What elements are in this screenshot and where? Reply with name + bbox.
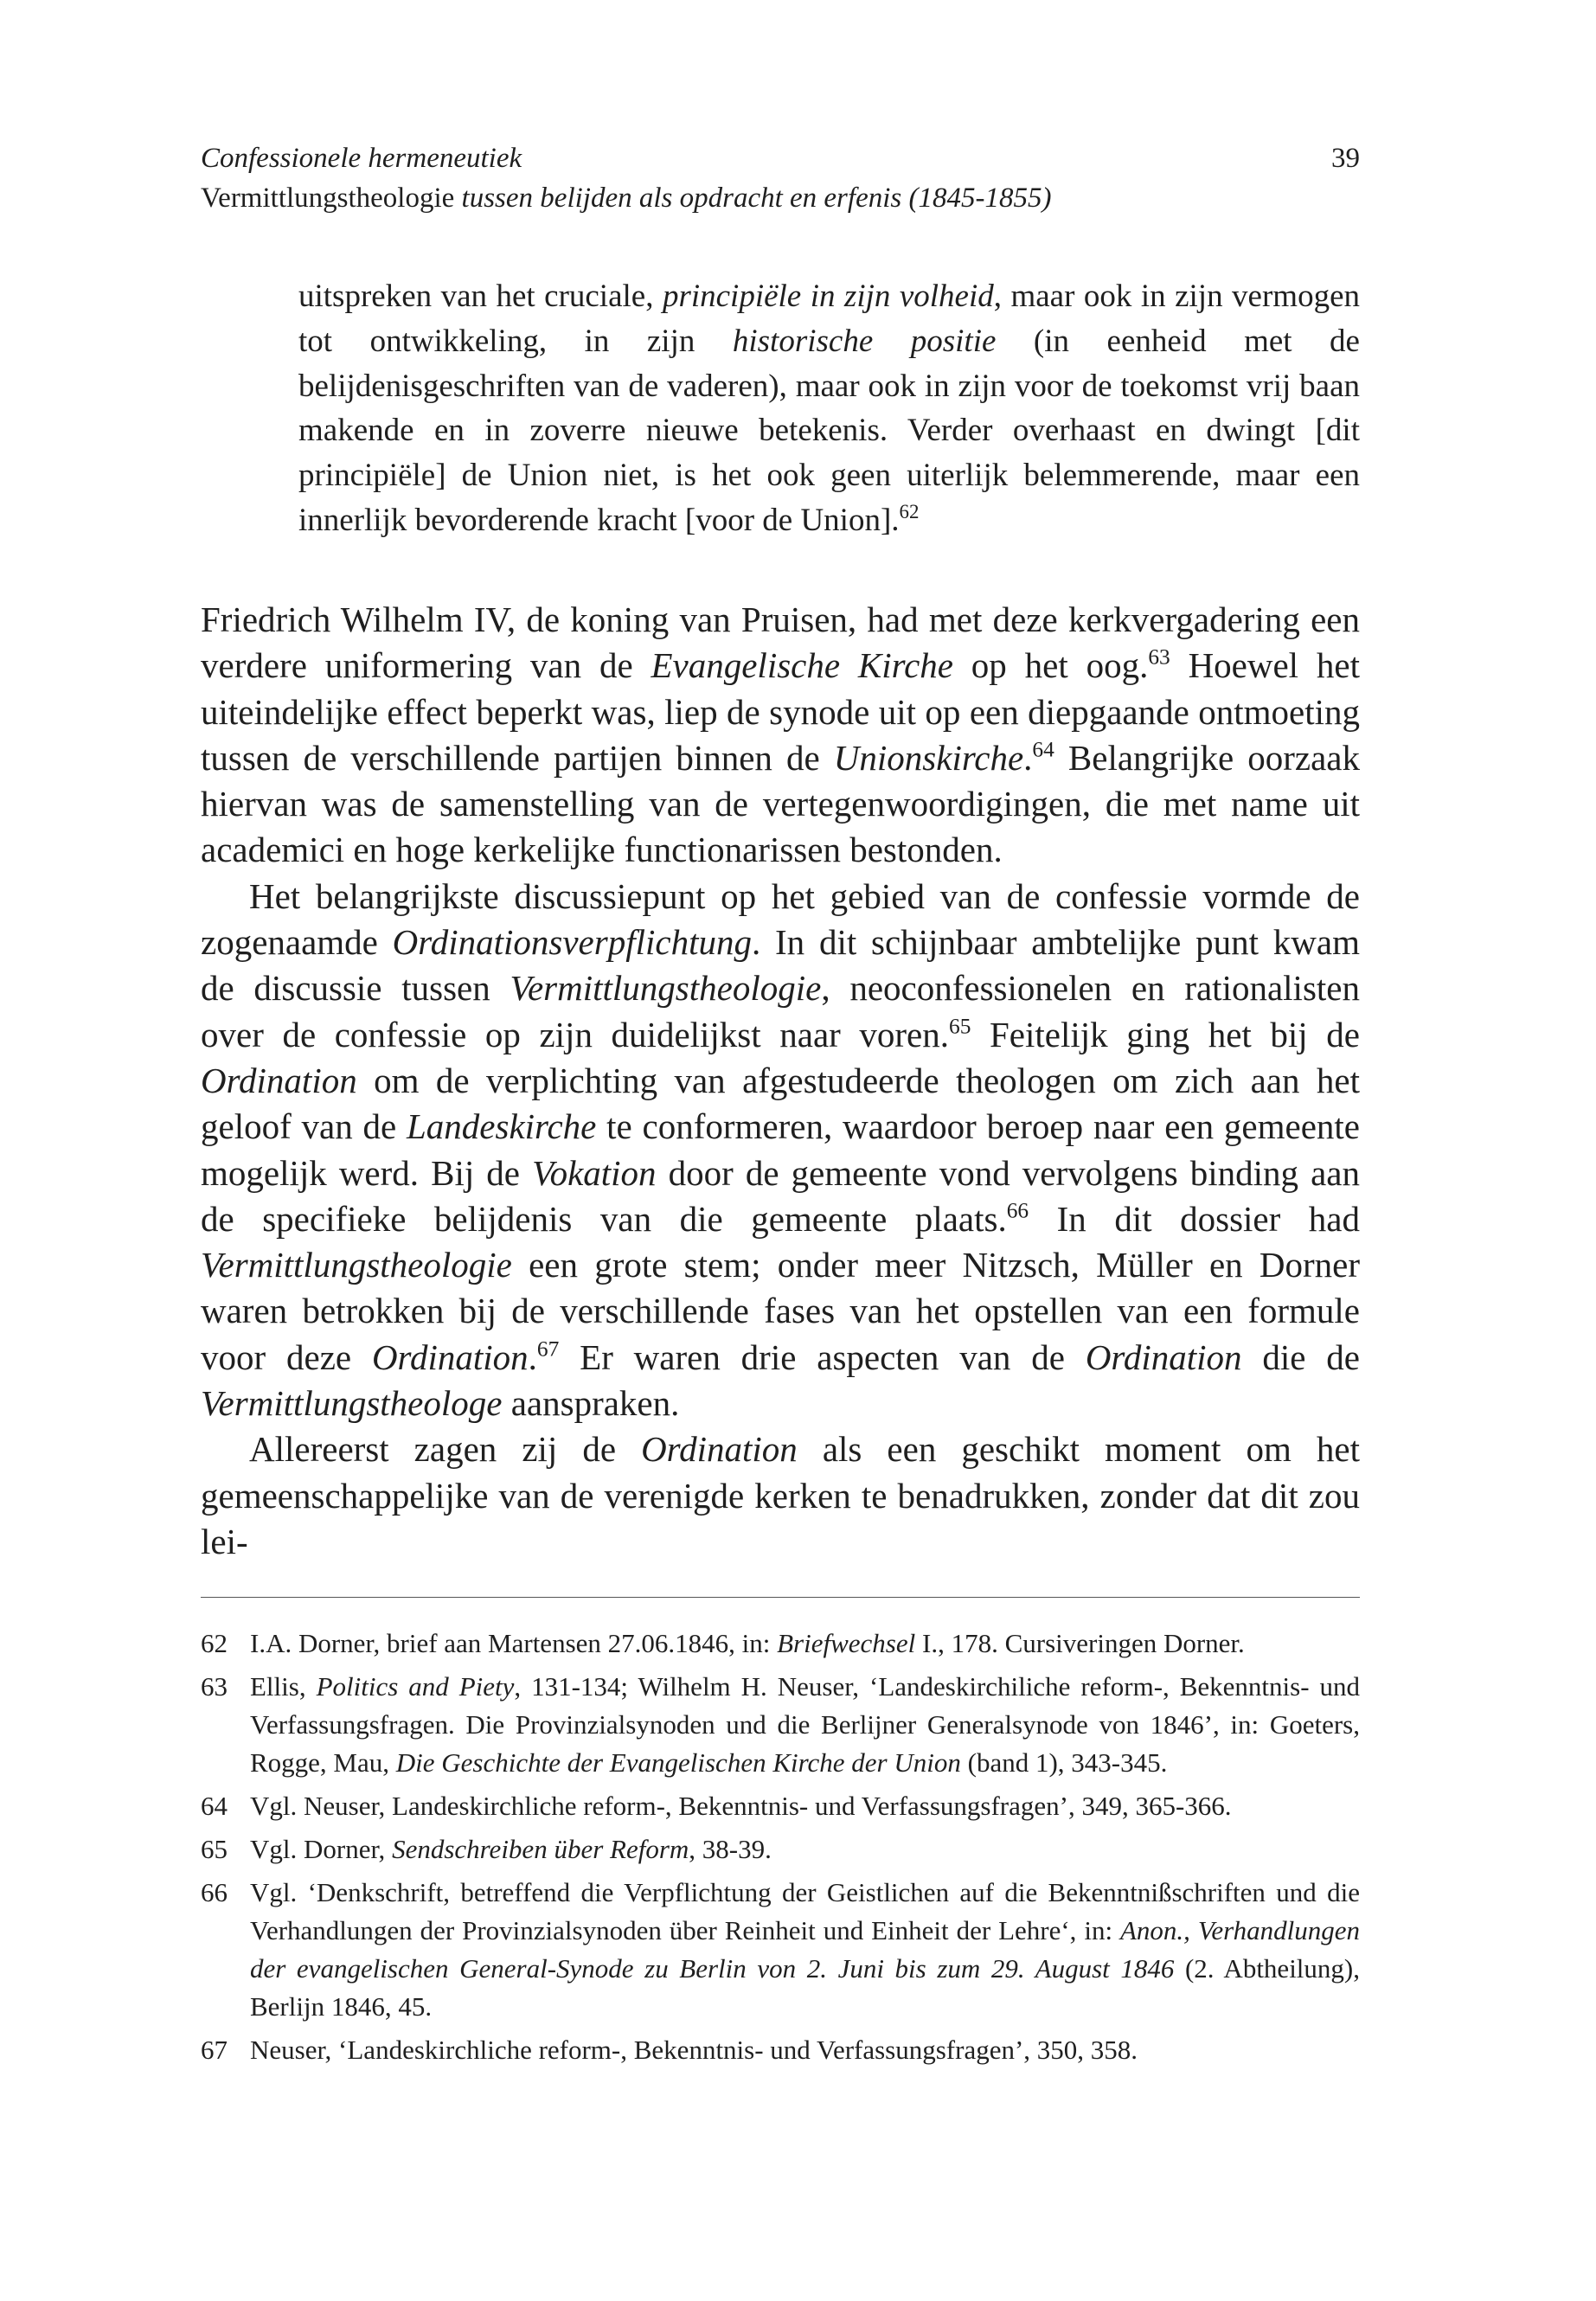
running-head-subtitle [201, 178, 1360, 218]
text-run: Hoewel het uiteindelijke effect beperkt was, liep de synode uit op een diepgaande ontmoeting tussen de verschillende partijen binnen de [201, 645, 1361, 778]
text-run: , neoconfessionelen en rationalisten over de confessie op zijn duidelijkst naar voren. [201, 968, 1360, 1054]
footnote-text [250, 1625, 1360, 1663]
text-run: Friedrich Wilhelm IV, de koning van Pruisen, had met deze kerkvergadering een verdere uniformering van de [201, 599, 1360, 686]
running-head-title: Confessionele hermeneutiek [201, 143, 522, 174]
text-run: te conformeren, waardoor beroep naar een gemeente mogelijk werd. Bij de [201, 1106, 1360, 1193]
italic-text: Ordinationsverpflichtung [392, 922, 752, 963]
footnotes [201, 1625, 1360, 2074]
footnote-number: 63 [201, 1671, 228, 1702]
italic-text: Anon., Verhandlungen der evangelischen General-Synode zu Berlin von 2. Juni bis zum 29. August 1846 [250, 1915, 1360, 1984]
footnote-ref: 67 [536, 1336, 560, 1361]
footnote-number: 66 [201, 1877, 228, 1907]
paragraph [201, 874, 1360, 1427]
block-quote [298, 274, 1360, 543]
text-run: , maar ook in zijn vermogen tot ontwikkeling, in zijn [298, 279, 1360, 359]
text-run: I.A. Dorner, brief aan Martensen 27.06.1846, in: [250, 1628, 778, 1658]
text-run: . [1023, 737, 1033, 778]
footnote-ref: 62 [899, 500, 920, 522]
text-run: een grote stem; onder meer Nitzsch, Müller en Dorner waren betrokken bij de verschillende fases van het opstellen van een formule voor deze [201, 1245, 1360, 1377]
italic-text: Vermittlungstheologie [510, 968, 822, 1009]
footnote-62 [201, 1625, 1360, 1663]
text-run: Er waren drie aspecten van de [559, 1336, 1086, 1377]
text-run: (band 1), 343-345. [960, 1747, 1168, 1778]
text-run: op het oog. [952, 645, 1149, 686]
footnote-text [250, 1874, 1360, 2026]
footnote-number: 64 [201, 1791, 228, 1821]
text-run: Belangrijke oorzaak hiervan was de samenstelling van de vertegenwoordigingen, die met name uit academici en hoge kerkelijke functionarissen bestonden. [201, 737, 1361, 870]
body-text [201, 597, 1360, 1565]
footnote-63 [201, 1668, 1360, 1782]
italic-text: Vokation [532, 1152, 657, 1193]
text-run: In dit dossier had [1029, 1198, 1360, 1239]
running-head-subtitle-roman: Vermittlungstheologie [201, 183, 462, 214]
italic-text: Sendschreiben über Reform [392, 1834, 689, 1864]
footnote-text [250, 2031, 1360, 2069]
italic-text: Vermittlungstheologie [201, 1245, 512, 1285]
running-head-subtitle-italic: tussen belijden als opdracht en erfenis (1845-1855) [461, 183, 1052, 214]
footnote-64 [201, 1787, 1360, 1825]
footnote-ref: 66 [1006, 1198, 1029, 1223]
text-run: om de verplichting van afgestudeerde theologen om zich aan het geloof van de [201, 1060, 1360, 1147]
italic-text: principiële in zijn volheid [662, 279, 994, 314]
italic-text: Briefwechsel [777, 1628, 916, 1658]
italic-text: historische positie [732, 323, 997, 359]
footnote-text [250, 1830, 1360, 1868]
italic-text: Ordination [1085, 1336, 1242, 1377]
running-head [201, 138, 1360, 218]
text-run: Neuser, ‘Landeskirchliche reform-, Bekenntnis- und Verfassungsfragen’, 350, 358. [250, 2035, 1138, 2065]
italic-text: Vermittlungstheologe [201, 1383, 503, 1424]
italic-text: Ordination [201, 1060, 357, 1100]
italic-text: Ordination [371, 1336, 529, 1377]
text-run: Het belangrijkste discussiepunt op het gebied van de confessie vormde de zogenaamde [201, 875, 1360, 963]
italic-text: Unionskirche [833, 737, 1024, 778]
footnote-ref: 65 [949, 1013, 971, 1038]
text-run: (in eenheid met de belijdenisgeschriften van de vaderen), maar ook in zijn voor de toekomst vrij baan makende en in zoverre nieuwe betekenis. Verder overhaast en dwingt [dit principiële] de Union niet, is het ook geen uiterlijk belemmerende, maar een innerlijk bevorderende kracht [voor de Union]. [298, 323, 1360, 538]
text-run: Feitelijk ging het bij de [971, 1014, 1360, 1054]
paragraph [201, 1426, 1360, 1565]
footnote-67 [201, 2031, 1360, 2069]
footnote-66 [201, 1874, 1360, 2026]
text-run: aanspraken. [502, 1383, 680, 1424]
text-run: I., 178. Cursiveringen Dorner. [915, 1628, 1245, 1658]
paragraph [201, 597, 1360, 874]
footnote-ref: 64 [1032, 737, 1054, 762]
footnote-number: 65 [201, 1834, 228, 1864]
text-run: door de gemeente vond vervolgens binding aan de specifieke belijdenis van die gemeente plaats. [201, 1152, 1360, 1239]
footnote-number: 62 [201, 1628, 228, 1658]
text-run: (2. Abtheilung), Berlijn 1846, 45. [250, 1953, 1360, 2022]
footnote-separator [201, 1597, 1360, 1598]
text-run: uitspreken van het cruciale, [298, 279, 663, 314]
italic-text: Politics and Piety [316, 1671, 515, 1702]
text-run: . In dit schijnbaar ambtelijke punt kwam de discussie tussen [201, 922, 1360, 1009]
italic-text: Ordination [641, 1429, 798, 1470]
text-run: Vgl. ‘Denkschrift, betreffend die Verpflichtung der Geistlichen auf die Bekenntnißschriften und die Verhandlungen der Provinzialsynoden über Reinheit und Einheit der Lehre‘, in: [250, 1877, 1360, 1945]
text-run: Vgl. Dorner, [250, 1834, 393, 1864]
text-run: Allereerst zagen zij de [249, 1429, 642, 1470]
text-run: die de [1241, 1336, 1360, 1377]
italic-text: Landeskirche [406, 1106, 597, 1147]
footnote-number: 67 [201, 2035, 228, 2065]
text-run: Vgl. Neuser, Landeskirchliche reform-, Bekenntnis- und Verfassungsfragen’, 349, 365-366. [250, 1791, 1232, 1821]
footnote-ref: 63 [1148, 644, 1170, 670]
text-run: , 131-134; Wilhelm H. Neuser, ‘Landeskirchiliche reform-, Bekenntnis- und Verfassungsfragen. Die Provinzialsynoden und die Berlijner Generalsynode von 1846’, in: Goeters, Rogge, Mau, [250, 1671, 1361, 1778]
footnote-65 [201, 1830, 1360, 1868]
text-run: , 38-39. [689, 1834, 772, 1864]
text-run: Ellis, [250, 1671, 317, 1702]
text-run: als een geschikt moment om het gemeenschappelijke van de verenigde kerken te benadrukken, zonder dat dit zou lei- [201, 1429, 1360, 1561]
italic-text: Die Geschichte der Evangelischen Kirche der Union [395, 1747, 961, 1778]
page-number: 39 [1331, 143, 1360, 174]
footnote-text [250, 1787, 1360, 1825]
text-run: . [528, 1336, 537, 1377]
footnote-text [250, 1668, 1360, 1782]
italic-text: Evangelische Kirche [651, 645, 953, 686]
